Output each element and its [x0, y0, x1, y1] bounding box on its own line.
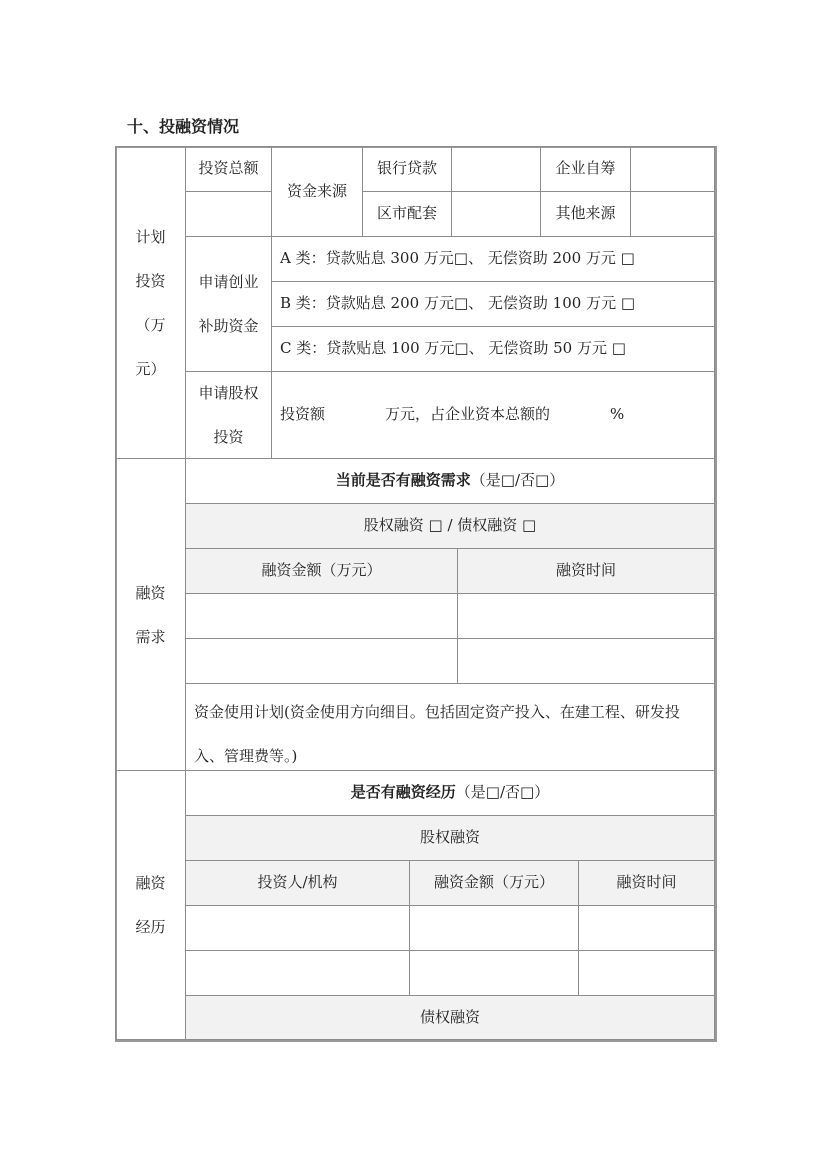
yes-no-choice[interactable]: （是□/否□） — [470, 471, 565, 490]
equity-investment-field[interactable]: 投资额 万元，占企业资本总额的 % — [271, 371, 715, 459]
amount-input[interactable] — [409, 950, 579, 996]
other-source-label: 其他来源 — [540, 191, 631, 237]
district-match-label: 区市配套 — [362, 191, 452, 237]
fund-source-label: 资金来源 — [271, 146, 363, 237]
label-line: 申请股权 — [198, 384, 259, 402]
time-input[interactable] — [457, 593, 715, 639]
fund-use-plan[interactable]: 资金使用计划(资金使用方向细目。包括固定资产投入、在建工程、研发投入、管理费等。) — [185, 683, 715, 771]
total-investment-input[interactable] — [185, 191, 272, 237]
investor-input[interactable] — [185, 905, 410, 951]
bank-loan-input[interactable] — [451, 146, 541, 192]
amount-input[interactable] — [185, 638, 458, 684]
question-text: 是否有融资经历 — [350, 783, 456, 802]
question-text: 当前是否有融资需求 — [335, 471, 471, 490]
equity-investment-label — [185, 371, 272, 459]
total-investment-label: 投资总额 — [185, 146, 272, 192]
subsidy-option-c[interactable]: C 类：贷款贴息 100 万元□、 无偿资助 50 万元 □ — [271, 326, 715, 372]
district-match-input[interactable] — [451, 191, 541, 237]
col-header-time: 融资时间 — [457, 548, 715, 594]
financing-type-choice[interactable]: 股权融资 □ / 债权融资 □ — [185, 503, 715, 549]
label-line: 融资 — [135, 583, 166, 602]
financing-history-label — [115, 770, 186, 1040]
col-header-amount: 融资金额（万元） — [409, 860, 579, 906]
label-line: 融资 — [135, 874, 166, 892]
col-header-investor: 投资人/机构 — [185, 860, 410, 906]
time-input[interactable] — [578, 950, 715, 996]
self-raised-label: 企业自筹 — [540, 146, 631, 192]
history-question[interactable] — [185, 770, 715, 816]
label-line: 需求 — [135, 627, 166, 646]
subsidy-label — [185, 236, 272, 372]
demand-question[interactable] — [185, 458, 715, 504]
label-line: 补助资金 — [198, 317, 259, 335]
self-raised-input[interactable] — [630, 146, 715, 192]
subsidy-option-b[interactable]: B 类：贷款贴息 200 万元□、 无偿资助 100 万元 □ — [271, 281, 715, 327]
label-line: 经历 — [135, 918, 166, 936]
time-input[interactable] — [457, 638, 715, 684]
col-header-amount: 融资金额（万元） — [185, 548, 458, 594]
label-line: 申请创业 — [198, 273, 259, 291]
financing-demand-label — [115, 458, 186, 771]
time-input[interactable] — [578, 905, 715, 951]
col-header-time: 融资时间 — [578, 860, 715, 906]
label-line: （万 — [135, 315, 166, 334]
amount-input[interactable] — [409, 905, 579, 951]
subsidy-option-a[interactable]: A 类：贷款贴息 300 万元□、 无偿资助 200 万元 □ — [271, 236, 715, 282]
other-source-input[interactable] — [630, 191, 715, 237]
yes-no-choice[interactable]: （是□/否□） — [455, 783, 550, 802]
label-line: 元） — [135, 359, 166, 378]
label-line: 投资 — [213, 428, 244, 446]
section-title: 十、投融资情况 — [127, 117, 240, 136]
debt-financing-header: 债权融资 — [185, 995, 715, 1040]
label-line: 计划 — [135, 227, 166, 246]
plan-investment-label — [115, 146, 186, 459]
equity-financing-header: 股权融资 — [185, 815, 715, 861]
bank-loan-label: 银行贷款 — [362, 146, 452, 192]
label-line: 投资 — [135, 271, 166, 290]
investor-input[interactable] — [185, 950, 410, 996]
amount-input[interactable] — [185, 593, 458, 639]
